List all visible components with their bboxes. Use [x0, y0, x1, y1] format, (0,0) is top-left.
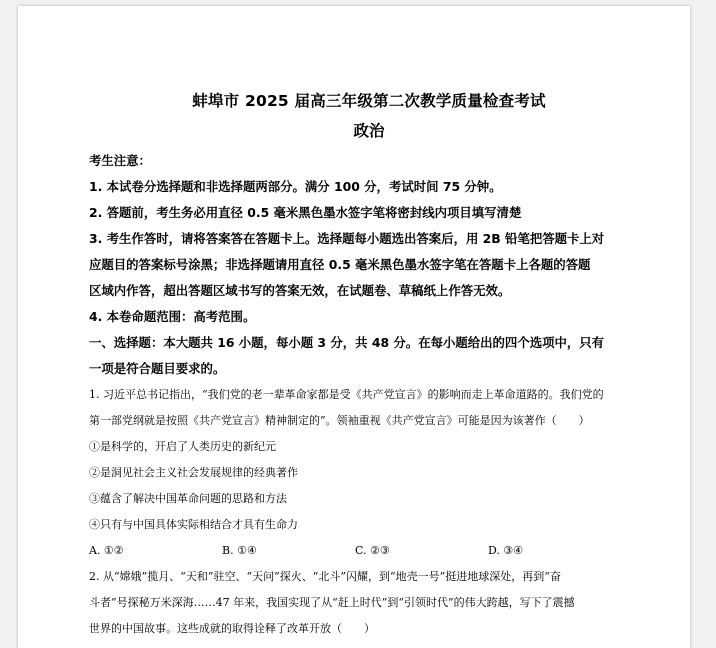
notice-line: 1. 本试卷分选择题和非选择题两部分。满分 100 分，考试时间 75 分钟。 [89, 179, 502, 194]
question-2-stem: 斗者”号探秘万米深海……47 年来，我国实现了从“赶上时代”到“引领时代”的伟大跨越，写下了震撼 [89, 596, 575, 609]
document-page [18, 6, 690, 648]
question-1-option: ①是科学的，开启了人类历史的新纪元 [89, 440, 276, 453]
question-2-stem: 世界的中国故事。这些成就的取得诠释了改革开放（ ） [89, 622, 375, 635]
choice-c: C. ②③ [355, 544, 390, 557]
question-1-option: ④只有与中国具体实际相结合才具有生命力 [89, 518, 298, 531]
notice-line: 2. 答题前，考生务必用直径 0.5 毫米黑色墨水签字笔将密封线内项目填写清楚 [89, 205, 522, 220]
page-content [89, 90, 649, 642]
exam-subject: 政治 [353, 122, 385, 140]
section-heading: 一项是符合题目要求的。 [89, 361, 226, 376]
question-1-stem: 第一部党纲就是按照《共产党宣言》精神制定的”。领袖重视《共产党宣言》可能是因为该著作（ ） [89, 414, 590, 427]
notice-line: 4. 本卷命题范围：高考范围。 [89, 309, 256, 324]
section-heading: 一、选择题：本大题共 16 小题，每小题 3 分，共 48 分。在每小题给出的四个选项中，只有 [89, 335, 605, 350]
notice-heading: 考生注意： [89, 153, 151, 168]
question-1-option: ③蕴含了解决中国革命问题的思路和方法 [89, 492, 287, 505]
choice-b: B. ①④ [222, 544, 257, 557]
notice-line: 应题目的答案标号涂黑；非选择题请用直径 0.5 毫米黑色墨水签字笔在答题卡上各题的答题 [89, 257, 591, 272]
choice-d: D. ③④ [488, 544, 524, 557]
question-2-stem: 2. 从“嫦娥”揽月、“天和”驻空、“天问”探火、“北斗”闪耀，到“地壳一号”挺进地球深处，再到“奋 [89, 570, 561, 583]
question-1-choices [89, 538, 649, 564]
exam-title: 蚌埠市 2025 届高三年级第二次教学质量检查考试 [192, 92, 546, 110]
notice-line: 3. 考生作答时，请将答案答在答题卡上。选择题每小题选出答案后，用 2B 铅笔把答题卡上对 [89, 231, 605, 246]
choice-a: A. ①② [89, 544, 124, 557]
notice-line: 区域内作答，超出答题区域书写的答案无效，在试题卷、草稿纸上作答无效。 [89, 283, 511, 298]
question-1-stem: 1. 习近平总书记指出，“我们党的老一辈革命家都是受《共产党宣言》的影响而走上革命道路的。我们党的 [89, 388, 604, 401]
question-1-option: ②是洞见社会主义社会发展规律的经典著作 [89, 466, 298, 479]
